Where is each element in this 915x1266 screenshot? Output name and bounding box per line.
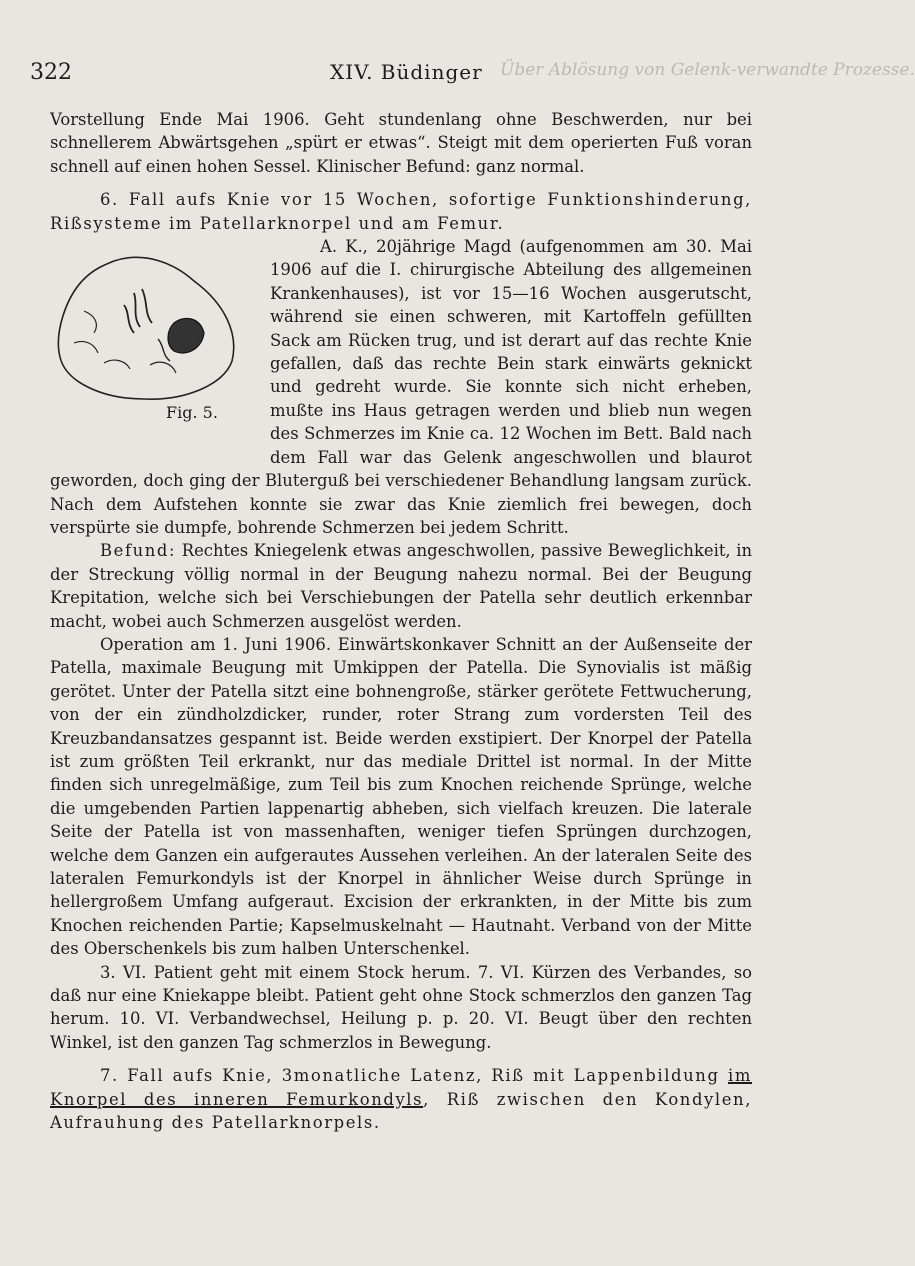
figure-caption: Fig. 5. <box>166 403 218 423</box>
patella-drawing <box>54 253 244 403</box>
case-7-heading-underlined: im Knorpel des inneren Femurkondyls <box>50 1066 752 1109</box>
befund-label: Befund: <box>100 541 177 561</box>
paragraph-operation: Operation am 1. Juni 1906. Einwärtskonkaver Schnitt an der Außenseite der Patella, maximale Beugung mit Umkippen der Patella. Die Synovialis ist mäßig gerötet. Unter der Patella sitzt eine bohnengroße, stärker gerötete Fettwucherung, von der ein zündholzdicker, runder, roter Strang zum vordersten Teil des Kreuzbandansatzes gespannt ist. Beide werden exstipiert. Der Knorpel der Patella ist zum größten Teil erkrankt, nur das mediale Drittel ist normal. In der Mitte finden sich unregelmäßige, zum Teil bis zum Knochen reichende Sprünge, welche die umgebenden Partien lappenartig abheben, sich vielfach kreuzen. Die laterale Seite der Patella ist von massenhaften, weniger tiefen Sprüngen durchzogen, welche dem Ganzen ein aufgerautes Aussehen verleihen. An der lateralen Seite des lateralen Femurkondyls ist der Knorpel in ähnlicher Weise durch Sprünge in hellergroßem Umfang aufgeraut. Excision der erkrankten, in der Mitte bis zum Knochen reichenden Partie; Kapselmuskelnaht — Hautnaht. Verband von der Mitte des Oberschenkels bis zum halben Unterschenkel. <box>50 634 752 959</box>
case-6-heading: 6. Fall aufs Knie vor 15 Wochen, sofortige Funktionshinderung, Rißsysteme im Patellarknorpel und am Femur. <box>50 190 752 233</box>
case-7-heading-part-b: , Riß zwischen den Kondylen, Aufrauhung des Patellarknorpels. <box>50 1089 752 1133</box>
page-number: 322 <box>30 60 72 85</box>
paragraph-befund <box>50 539 752 633</box>
running-title: XIV. Büdinger <box>330 60 483 84</box>
case-7-heading-part-a: 7. Fall aufs Knie, 3monatliche Latenz, Riß mit Lappenbildung <box>100 1066 728 1086</box>
body-text <box>50 108 752 1134</box>
paragraph-case-6-history <box>50 235 752 539</box>
paragraph-intro: Vorstellung Ende Mai 1906. Geht stundenlang ohne Beschwerden, nur bei schnellerem Abwärtsgehen „spürt er etwas“. Steigt mit dem operierten Fuß voran schnell auf einen hohen Sessel. Klinischer Befund: ganz normal. <box>50 110 752 176</box>
case-6-history-text: A. K., 20jährige Magd (aufgenommen am 30. Mai 1906 auf die I. chirurgische Abteilung des allgemeinen Krankenhauses), ist vor 15—16 Wochen ausgerutscht, während sie einen schweren, mit Kartoffeln gefüllten Sack am Rücken trug, und ist derart auf das rechte Knie gefallen, daß das rechte Bein stark einwärts geknickt und gedreht wurde. Sie konnte sich nicht erheben, mußte ins Haus getragen werden und blieb nun wegen des Schmerzes im Knie ca. 12 Wochen im Bett. Bald nach dem Fall war das Gelenk angeschwollen und blaurot geworden, doch ging der Bluterguß bei verschiedener Behandlung langsam zurück. Nach dem Aufstehen konnte sie zwar das Knie ziemlich frei bewegen, doch verspürte sie dumpfe, bohrende Schmerzen bei jedem Schritt. <box>50 237 752 537</box>
case-7-heading <box>50 1064 752 1134</box>
page-header <box>30 60 915 88</box>
paragraph-followup: 3. VI. Patient geht mit einem Stock herum. 7. VI. Kürzen des Verbandes, so daß nur eine Kniekappe bleibt. Patient geht ohne Stock schmerzlos den ganzen Tag herum. 10. VI. Verbandwechsel, Heilung p. p. 20. VI. Beugt über den rechten Winkel, ist den ganzen Tag schmerzlos in Bewegung. <box>50 962 752 1052</box>
befund-text: Rechtes Kniegelenk etwas angeschwollen, passive Beweglichkeit, in der Streckung völlig normal in der Beugung nahezu normal. Bei der Beugung Krepitation, welche sich bei Verschiebungen der Patella sehr deutlich erkennbar macht, wobei auch Schmerzen ausgelöst werden. <box>50 541 753 631</box>
figure-5 <box>36 235 258 463</box>
show-through-text: Über Ablösung von Gelenk-verwandte Prozesse. <box>500 60 915 80</box>
